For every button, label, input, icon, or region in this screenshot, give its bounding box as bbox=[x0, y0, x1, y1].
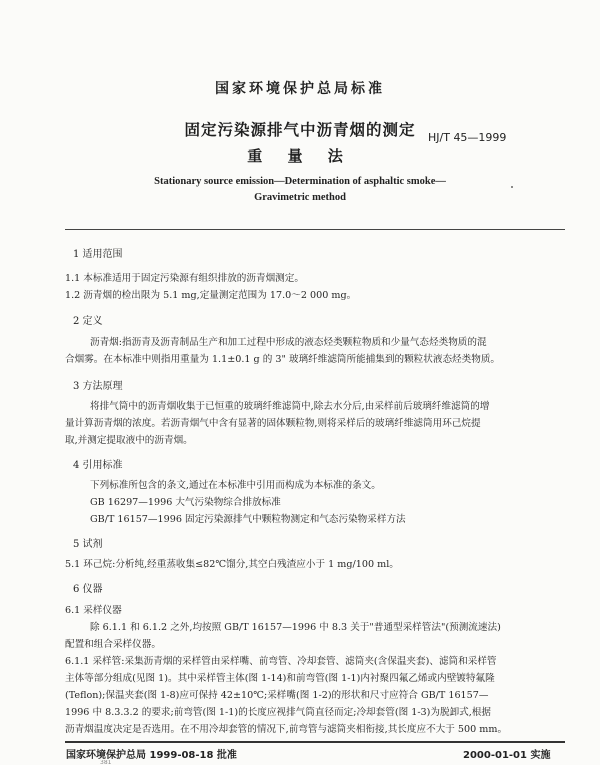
reference-gb16297: GB 16297—1996 大气污染物综合排放标准 bbox=[90, 497, 281, 508]
definition-line-2: 合烟雾。在本标准中则指用重量为 1.1±0.1 g 的 3" 玻璃纤维滤筒所能捕集到的颗粒状液态烃类物质。 bbox=[65, 354, 501, 365]
clause-1-1: 1.1 本标准适用于固定污染源有组织排放的沥青烟测定。 bbox=[65, 273, 304, 284]
reference-intro: 下列标准所包含的条文,通过在本标准中引用而构成为本标准的条文。 bbox=[90, 480, 381, 491]
clause-1-2: 1.2 沥青烟的检出限为 5.1 mg,定量测定范围为 17.0～2 000 mg。 bbox=[65, 290, 357, 301]
clause-6-1-1-line-5: 沥青烟温度决定是否选用。在不用冷却套管的情况下,前弯管与滤筒夹相衔接,其长度应不大于 500 mm。 bbox=[65, 724, 508, 735]
standard-title-en-line2: Gravimetric method bbox=[254, 192, 346, 203]
standard-title-en-line1: Stationary source emission—Determination of asphaltic smoke— bbox=[154, 176, 446, 187]
principle-line-1: 将排气筒中的沥青烟收集于已恒重的玻璃纤维滤筒中,除去水分后,由采样前后玻璃纤维滤筒的增 bbox=[90, 401, 490, 412]
approval-date: 国家环境保护总局 1999-08-18 批准 bbox=[66, 750, 237, 761]
principle-line-2: 量计算沥青烟的浓度。若沥青烟气中含有显著的固体颗粒物,则将采样后的玻璃纤维滤筒用环己烷提 bbox=[65, 418, 481, 429]
page-number: 381 bbox=[100, 760, 112, 765]
clause-5-1: 5.1 环己烷:分析纯,经重蒸收集≤82℃馏分,其空白残渣应小于 1 mg/100 ml。 bbox=[65, 559, 399, 570]
principle-line-3: 取,并测定提取液中的沥青烟。 bbox=[65, 435, 193, 446]
header-rule bbox=[65, 229, 565, 230]
standard-number: HJ/T 45—1999 bbox=[428, 131, 507, 144]
section-3-heading: 3 方法原理 bbox=[73, 381, 123, 392]
stray-dot bbox=[511, 186, 513, 188]
effective-date: 2000-01-01 实施 bbox=[463, 750, 551, 761]
section-4-heading: 4 引用标准 bbox=[73, 460, 123, 471]
standard-title-cn: 固定污染源排气中沥青烟的测定 bbox=[184, 121, 416, 139]
section-6-heading: 6 仪器 bbox=[73, 584, 103, 595]
section-2-heading: 2 定义 bbox=[73, 316, 103, 327]
reference-gbt16157: GB/T 16157—1996 固定污染源排气中颗粒物测定和气态污染物采样方法 bbox=[90, 514, 406, 525]
agency-title: 国家环境保护总局标准 bbox=[215, 81, 385, 97]
clause-6-1-1-line-4: 1996 中 8.3.3.2 的要求;前弯管(图 1-1)的长度应视排气筒直径而定;冷却套管(图 1-3)为脱卸式,根据 bbox=[65, 707, 492, 718]
footer-rule bbox=[65, 741, 565, 743]
definition-line-1: 沥青烟:指沥青及沥青制品生产和加工过程中形成的液态烃类颗粒物质和少量气态烃类物质的混 bbox=[90, 337, 487, 348]
standard-subtitle-cn: 重 量 法 bbox=[247, 147, 353, 165]
clause-6-1-line-1: 除 6.1.1 和 6.1.2 之外,均按照 GB/T 16157—1996 中 8.3 关于"普通型采样管法"(预测流速法) bbox=[90, 622, 501, 633]
section-1-heading: 1 适用范围 bbox=[73, 249, 123, 260]
clause-6-1-1-line-1: 6.1.1 采样管:采集沥青烟的采样管由采样嘴、前弯管、冷却套管、滤筒夹(含保温夹套)、滤筒和采样管 bbox=[65, 656, 497, 667]
section-5-heading: 5 试剂 bbox=[73, 539, 103, 550]
clause-6-1-heading: 6.1 采样仪器 bbox=[65, 605, 122, 616]
clause-6-1-1-line-3: (Teflon);保温夹套(图 1-8)应可保持 42±10℃;采样嘴(图 1-2)的形状和尺寸应符合 GB/T 16157— bbox=[65, 690, 489, 701]
clause-6-1-1-line-2: 主体等部分组成(见图 1)。其中采样管主体(图 1-14)和前弯管(图 1-1)内衬聚四氟乙烯或内壁镀特氟隆 bbox=[65, 673, 495, 684]
clause-6-1-line-2: 配置和组合采样仪器。 bbox=[65, 639, 161, 650]
